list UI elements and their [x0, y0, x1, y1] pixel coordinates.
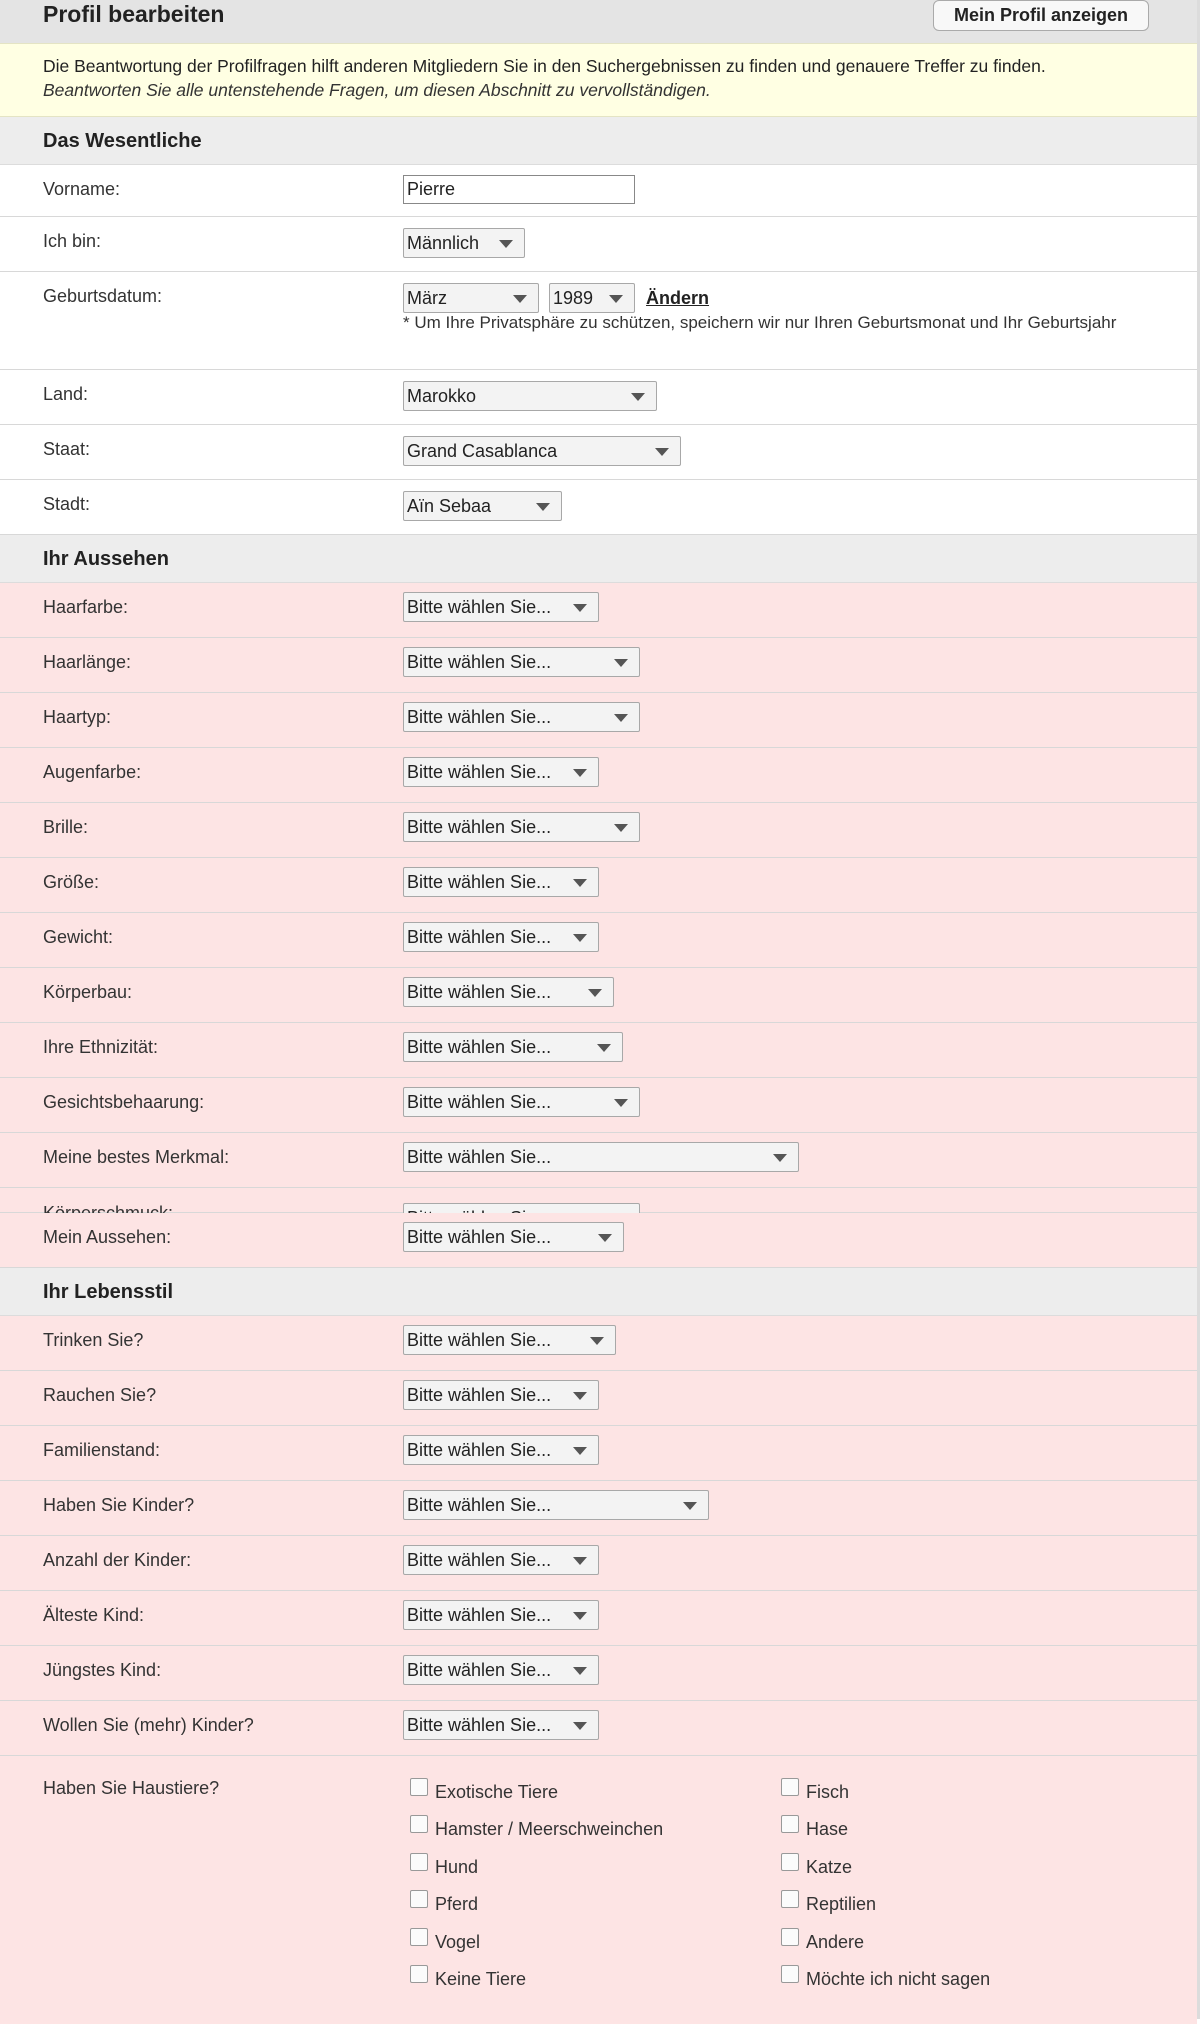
hair-length-label: Haarlänge: [43, 652, 132, 672]
checkbox-icon[interactable] [410, 1815, 428, 1833]
checkbox-icon[interactable] [781, 1965, 799, 1983]
checkbox-icon[interactable] [410, 1965, 428, 1983]
row-children-count [0, 1536, 1197, 1591]
chevron-down-icon [614, 824, 628, 832]
checkbox-icon[interactable] [410, 1778, 428, 1796]
chevron-down-icon [573, 1557, 587, 1565]
smoking-select[interactable]: Bitte wählen Sie... [403, 1380, 599, 1410]
checkbox-icon[interactable] [410, 1853, 428, 1871]
row-youngest-child [0, 1646, 1197, 1701]
first-name-input[interactable] [403, 175, 635, 204]
city-label: Stadt: [43, 494, 91, 514]
section-basics-title: Das Wesentliche [0, 117, 1197, 165]
chevron-down-icon [573, 1392, 587, 1400]
pet-fish-checkbox[interactable]: Fisch [781, 1781, 849, 1803]
checkbox-icon[interactable] [781, 1928, 799, 1946]
hair-color-label: Haarfarbe: [43, 597, 129, 617]
pet-cat-checkbox[interactable]: Katze [781, 1856, 852, 1878]
pet-exotic-checkbox[interactable]: Exotische Tiere [410, 1781, 558, 1803]
weight-select[interactable]: Bitte wählen Sie... [403, 922, 599, 952]
weight-label: Gewicht: [43, 927, 114, 947]
state-select[interactable]: Grand Casablanca [403, 436, 681, 466]
drinking-select[interactable]: Bitte wählen Sie... [403, 1325, 616, 1355]
pet-reptiles-checkbox[interactable]: Reptilien [781, 1893, 876, 1915]
row-glasses [0, 803, 1197, 858]
has-children-label: Haben Sie Kinder? [43, 1495, 195, 1515]
row-want-children [0, 1701, 1197, 1756]
chevron-down-icon [536, 503, 550, 511]
body-type-label: Körperbau: [43, 982, 133, 1002]
state-label: Staat: [43, 439, 91, 459]
oldest-child-select[interactable]: Bitte wählen Sie... [403, 1600, 599, 1630]
row-ethnicity [0, 1023, 1197, 1078]
chevron-down-icon [614, 1099, 628, 1107]
hair-type-select[interactable]: Bitte wählen Sie... [403, 702, 640, 732]
my-look-select[interactable]: Bitte wählen Sie... [403, 1222, 624, 1252]
pets-group [0, 1756, 1197, 2024]
eye-color-select[interactable]: Bitte wählen Sie... [403, 757, 599, 787]
chevron-down-icon [614, 659, 628, 667]
chevron-down-icon [609, 295, 623, 303]
chevron-down-icon [513, 295, 527, 303]
best-feature-label: Meine bestes Merkmal: [43, 1147, 230, 1167]
section-lifestyle-title: Ihr Lebensstil [0, 1268, 1197, 1316]
chevron-down-icon [597, 1044, 611, 1052]
row-smoking [0, 1371, 1197, 1426]
chevron-down-icon [573, 604, 587, 612]
body-type-select[interactable]: Bitte wählen Sie... [403, 977, 614, 1007]
birth-year-select[interactable]: 1989 [549, 283, 635, 313]
pet-bird-checkbox[interactable]: Vogel [410, 1931, 480, 1953]
checkbox-icon[interactable] [781, 1853, 799, 1871]
glasses-label: Brille: [43, 817, 89, 837]
chevron-down-icon [573, 1667, 587, 1675]
best-feature-select[interactable]: Bitte wählen Sie... [403, 1142, 799, 1172]
row-state [0, 425, 1197, 480]
pet-horse-checkbox[interactable]: Pferd [410, 1893, 478, 1915]
notice-text: Die Beantwortung der Profilfragen hilft anderen Mitgliedern Sie in den Suchergebnissen zu finden und genauere Treffer zu finden. [43, 56, 1046, 76]
row-gender [0, 217, 1197, 272]
marital-status-label: Familienstand: [43, 1440, 161, 1460]
row-has-children [0, 1481, 1197, 1536]
info-notice [0, 43, 1197, 117]
pet-hamster-checkbox[interactable]: Hamster / Meerschweinchen [410, 1818, 663, 1840]
eye-color-label: Augenfarbe: [43, 762, 142, 782]
chevron-down-icon [573, 769, 587, 777]
chevron-down-icon [590, 1337, 604, 1345]
notice-hint: Beantworten Sie alle untenstehende Fragen, um diesen Abschnitt zu vervollständigen. [43, 80, 711, 100]
ethnicity-label: Ihre Ethnizität: [43, 1037, 159, 1057]
ethnicity-select[interactable]: Bitte wählen Sie... [403, 1032, 623, 1062]
privacy-note: * Um Ihre Privatsphäre zu schützen, speichern wir nur Ihren Geburtsmonat und Ihr Geburtsjahr [403, 313, 1117, 332]
want-children-label: Wollen Sie (mehr) Kinder? [43, 1715, 254, 1735]
row-drinking [0, 1316, 1197, 1371]
row-oldest-child [0, 1591, 1197, 1646]
hair-type-label: Haartyp: [43, 707, 112, 727]
city-select[interactable]: Aïn Sebaa [403, 491, 562, 521]
checkbox-icon[interactable] [781, 1778, 799, 1796]
section-appearance-title: Ihr Aussehen [0, 535, 1197, 583]
country-label: Land: [43, 384, 89, 404]
oldest-child-label: Älteste Kind: [43, 1605, 145, 1625]
row-hair-length [0, 638, 1197, 693]
height-label: Größe: [43, 872, 100, 892]
children-count-select[interactable]: Bitte wählen Sie... [403, 1545, 599, 1575]
glasses-select[interactable]: Bitte wählen Sie... [403, 812, 640, 842]
pets-label: Haben Sie Haustiere? [43, 1778, 220, 1798]
pet-rabbit-checkbox[interactable]: Hase [781, 1818, 848, 1840]
row-hair-type [0, 693, 1197, 748]
row-clipped [0, 1188, 1197, 1213]
row-marital-status [0, 1426, 1197, 1481]
country-select[interactable]: Marokko [403, 381, 657, 411]
chevron-down-icon [655, 448, 669, 456]
checkbox-icon[interactable] [781, 1890, 799, 1908]
row-country [0, 370, 1197, 425]
hair-length-select[interactable]: Bitte wählen Sie... [403, 647, 640, 677]
first-name-label: Vorname: [43, 179, 121, 199]
chevron-down-icon [588, 989, 602, 997]
facial-hair-select[interactable]: Bitte wählen Sie... [403, 1087, 640, 1117]
pet-no-answer-checkbox[interactable]: Möchte ich nicht sagen [781, 1968, 990, 1990]
row-eye-color [0, 748, 1197, 803]
chevron-down-icon [573, 1722, 587, 1730]
row-weight [0, 913, 1197, 968]
chevron-down-icon [573, 934, 587, 942]
hair-color-select[interactable]: Bitte wählen Sie... [403, 592, 599, 622]
checkbox-icon[interactable] [410, 1928, 428, 1946]
row-facial-hair [0, 1078, 1197, 1133]
pet-none-checkbox[interactable]: Keine Tiere [410, 1968, 526, 1990]
birth-month-select[interactable]: März [403, 283, 539, 313]
youngest-child-select[interactable]: Bitte wählen Sie... [403, 1655, 599, 1685]
view-profile-button[interactable]: Mein Profil anzeigen [933, 0, 1149, 31]
chevron-down-icon [573, 1612, 587, 1620]
pet-other-checkbox[interactable]: Andere [781, 1931, 864, 1953]
chevron-down-icon [631, 393, 645, 401]
my-look-label: Mein Aussehen: [43, 1227, 172, 1247]
change-birthdate-link[interactable]: Ändern [646, 288, 710, 308]
chevron-down-icon [614, 714, 628, 722]
chevron-down-icon [773, 1154, 787, 1162]
page-title: Profil bearbeiten [43, 1, 225, 27]
chevron-down-icon [683, 1502, 697, 1510]
row-best-feature [0, 1133, 1197, 1188]
facial-hair-label: Gesichtsbehaarung: [43, 1092, 205, 1112]
birthdate-label: Geburtsdatum: [43, 286, 163, 306]
row-height [0, 858, 1197, 913]
gender-label: Ich bin: [43, 231, 102, 251]
has-children-select[interactable]: Bitte wählen Sie... [403, 1490, 709, 1520]
chevron-down-icon [499, 240, 513, 248]
row-body-type [0, 968, 1197, 1023]
drinking-label: Trinken Sie? [43, 1330, 144, 1350]
want-children-select[interactable]: Bitte wählen Sie... [403, 1710, 599, 1740]
row-my-look [0, 1213, 1197, 1268]
gender-select[interactable]: Männlich [403, 228, 525, 258]
row-city [0, 480, 1197, 535]
smoking-label: Rauchen Sie? [43, 1385, 157, 1405]
page-header [0, 0, 1197, 43]
chevron-down-icon [573, 879, 587, 887]
youngest-child-label: Jüngstes Kind: [43, 1660, 162, 1680]
checkbox-icon[interactable] [781, 1815, 799, 1833]
chevron-down-icon [573, 1447, 587, 1455]
marital-status-select[interactable]: Bitte wählen Sie... [403, 1435, 599, 1465]
children-count-label: Anzahl der Kinder: [43, 1550, 192, 1570]
chevron-down-icon [598, 1234, 612, 1242]
row-birthdate [0, 272, 1197, 370]
checkbox-icon[interactable] [410, 1890, 428, 1908]
row-first-name [0, 165, 1197, 217]
row-hair-color [0, 583, 1197, 638]
pet-dog-checkbox[interactable]: Hund [410, 1856, 478, 1878]
height-select[interactable]: Bitte wählen Sie... [403, 867, 599, 897]
